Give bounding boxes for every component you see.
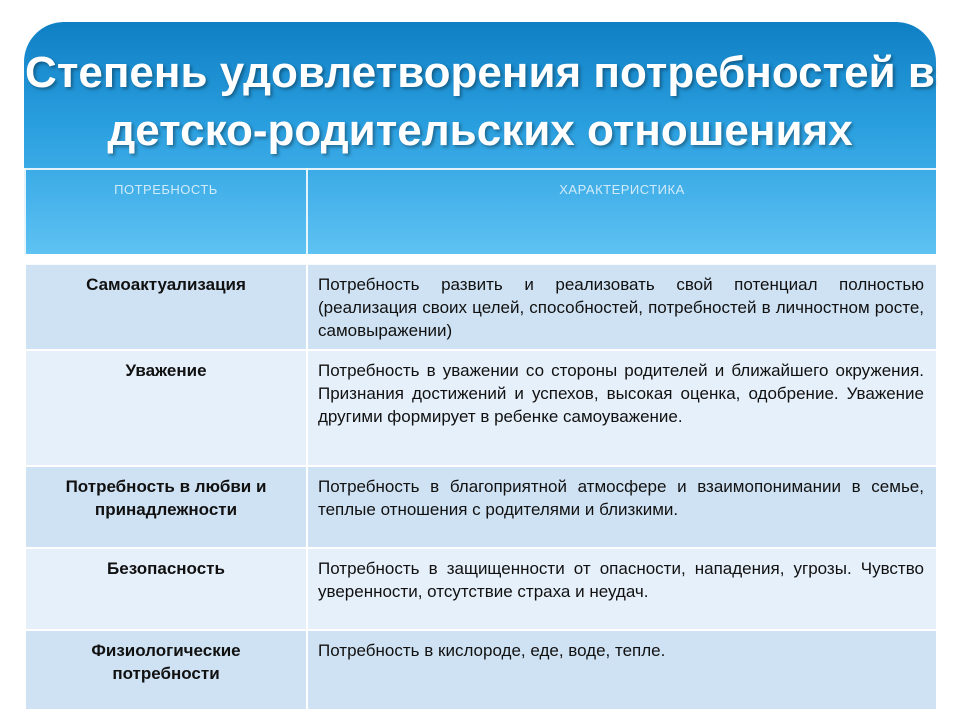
header-description: ХАРАКТЕРИСТИКА [307, 169, 937, 264]
needs-table [24, 168, 938, 711]
table-row [25, 264, 937, 350]
slide-title: Степень удовлетворения потребностей в детско-родительских отношениях [25, 48, 935, 155]
table-row [25, 466, 937, 548]
description-cell: Потребность в благоприятной атмосфере и взаимопонимании в семье, теплые отношения с родителями и близкими. [307, 466, 937, 548]
description-cell: Потребность в уважении со стороны родителей и ближайшего окружения. Признания достижений и успехов, высокая оценка, одобрение. Уважение другими формирует в ребенке самоуважение. [307, 350, 937, 466]
header-need: ПОТРЕБНОСТЬ [25, 169, 307, 264]
needs-table-container [24, 168, 936, 711]
description-cell: Потребность в кислороде, еде, воде, тепле. [307, 630, 937, 710]
need-cell: Потребность в любви и принадлежности [25, 466, 307, 548]
need-cell: Безопасность [25, 548, 307, 630]
need-cell: Физиологические потребности [25, 630, 307, 710]
need-cell: Уважение [25, 350, 307, 466]
description-cell: Потребность развить и реализовать свой потенциал полностью (реализация своих целей, способностей, потребностей в личностном росте, самовыражении) [307, 264, 937, 350]
need-cell: Самоактуализация [25, 264, 307, 350]
table-header-row [25, 169, 937, 264]
table-row [25, 350, 937, 466]
description-cell: Потребность в защищенности от опасности, нападения, угрозы. Чувство уверенности, отсутствие страха и неудач. [307, 548, 937, 630]
table-row [25, 548, 937, 630]
table-row [25, 630, 937, 710]
